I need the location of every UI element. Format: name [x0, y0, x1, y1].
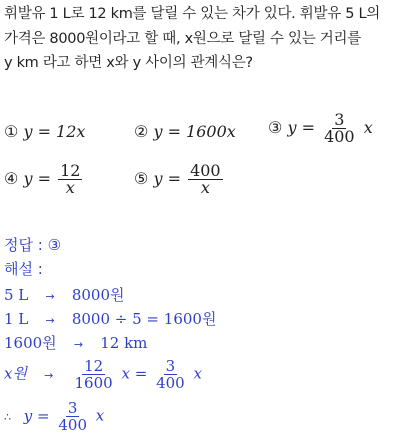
question-line-1: 휘발유 1 L로 12 km를 달릴 수 있는 차가 있다. 휘발유 5 L의 — [4, 6, 380, 22]
step-3 — [4, 332, 147, 353]
choice-3-fraction — [322, 112, 357, 145]
answer-label: 정답 : ③ — [4, 236, 62, 254]
conclusion-lhs: y = — [23, 406, 50, 425]
step-4-end: x — [193, 364, 202, 383]
choice-1-mark: ① — [4, 122, 19, 141]
step-4 — [4, 358, 202, 391]
step-4-middle: x = — [121, 364, 148, 383]
step-3-left: 1600원 — [4, 334, 57, 352]
explanation-label: 해설 : — [4, 260, 43, 278]
conclusion-denominator: 400 — [58, 416, 88, 434]
choice-3[interactable] — [268, 112, 373, 145]
choice-1-expr: y = 12x — [23, 122, 86, 141]
choice-4-mark: ④ — [4, 169, 19, 188]
step-1-left: 5 L — [4, 286, 29, 304]
step-4-fraction-2 — [154, 358, 187, 391]
choice-4-numerator: 12 — [60, 161, 81, 180]
step-1 — [4, 284, 125, 305]
step-4-left: x원 — [4, 364, 27, 383]
choice-1[interactable] — [4, 122, 85, 141]
choice-3-numerator: 3 — [334, 110, 345, 129]
choice-5-lhs: y = — [153, 169, 181, 188]
choice-5-numerator: 400 — [190, 161, 221, 180]
choice-2-mark: ② — [134, 122, 149, 141]
choice-5[interactable] — [134, 163, 225, 196]
step-2-right: 8000 ÷ 5 = 1600원 — [71, 310, 217, 328]
choice-3-denominator: 400 — [324, 127, 355, 146]
choice-4-lhs: y = — [23, 169, 51, 188]
conclusion-rhs: x — [95, 406, 105, 425]
arrow-icon: → — [45, 290, 55, 303]
step-4-fraction-2-denominator: 400 — [156, 374, 185, 392]
step-4-fraction-1-denominator: 1600 — [74, 374, 113, 392]
step-3-right: 12 km — [100, 334, 148, 352]
step-4-fraction-2-numerator: 3 — [165, 357, 176, 375]
arrow-icon: → — [44, 368, 54, 382]
question-line-2: 가격은 8000원이라고 할 때, x원으로 달릴 수 있는 거리를 — [4, 30, 361, 47]
choice-2[interactable] — [134, 122, 236, 141]
choice-3-lhs: y = — [287, 118, 315, 137]
choice-5-denominator: x — [200, 178, 210, 197]
step-1-right: 8000원 — [71, 286, 125, 304]
arrow-icon: → — [45, 314, 55, 327]
conclusion-fraction — [56, 400, 89, 433]
question-line-3: y km 라고 하면 x와 y 사이의 관계식은? — [4, 55, 253, 71]
arrow-icon: → — [73, 338, 84, 351]
choice-3-mark: ③ — [268, 118, 283, 137]
conclusion-numerator: 3 — [67, 399, 78, 417]
question-text — [4, 2, 398, 76]
choice-5-mark: ⑤ — [134, 169, 149, 188]
step-4-fraction-1-numerator: 12 — [84, 357, 104, 375]
choice-3-rhs: x — [363, 118, 373, 137]
choice-2-expr: y = 1600x — [153, 122, 236, 141]
choice-4[interactable] — [4, 163, 84, 196]
step-2-left: 1 L — [4, 310, 29, 328]
conclusion — [4, 400, 104, 433]
step-2 — [4, 308, 216, 329]
choice-4-fraction — [58, 163, 82, 196]
step-4-fraction-1 — [73, 358, 115, 391]
choice-5-fraction — [188, 163, 223, 196]
choice-4-denominator: x — [65, 178, 75, 197]
therefore-symbol: ∴ — [4, 410, 11, 424]
